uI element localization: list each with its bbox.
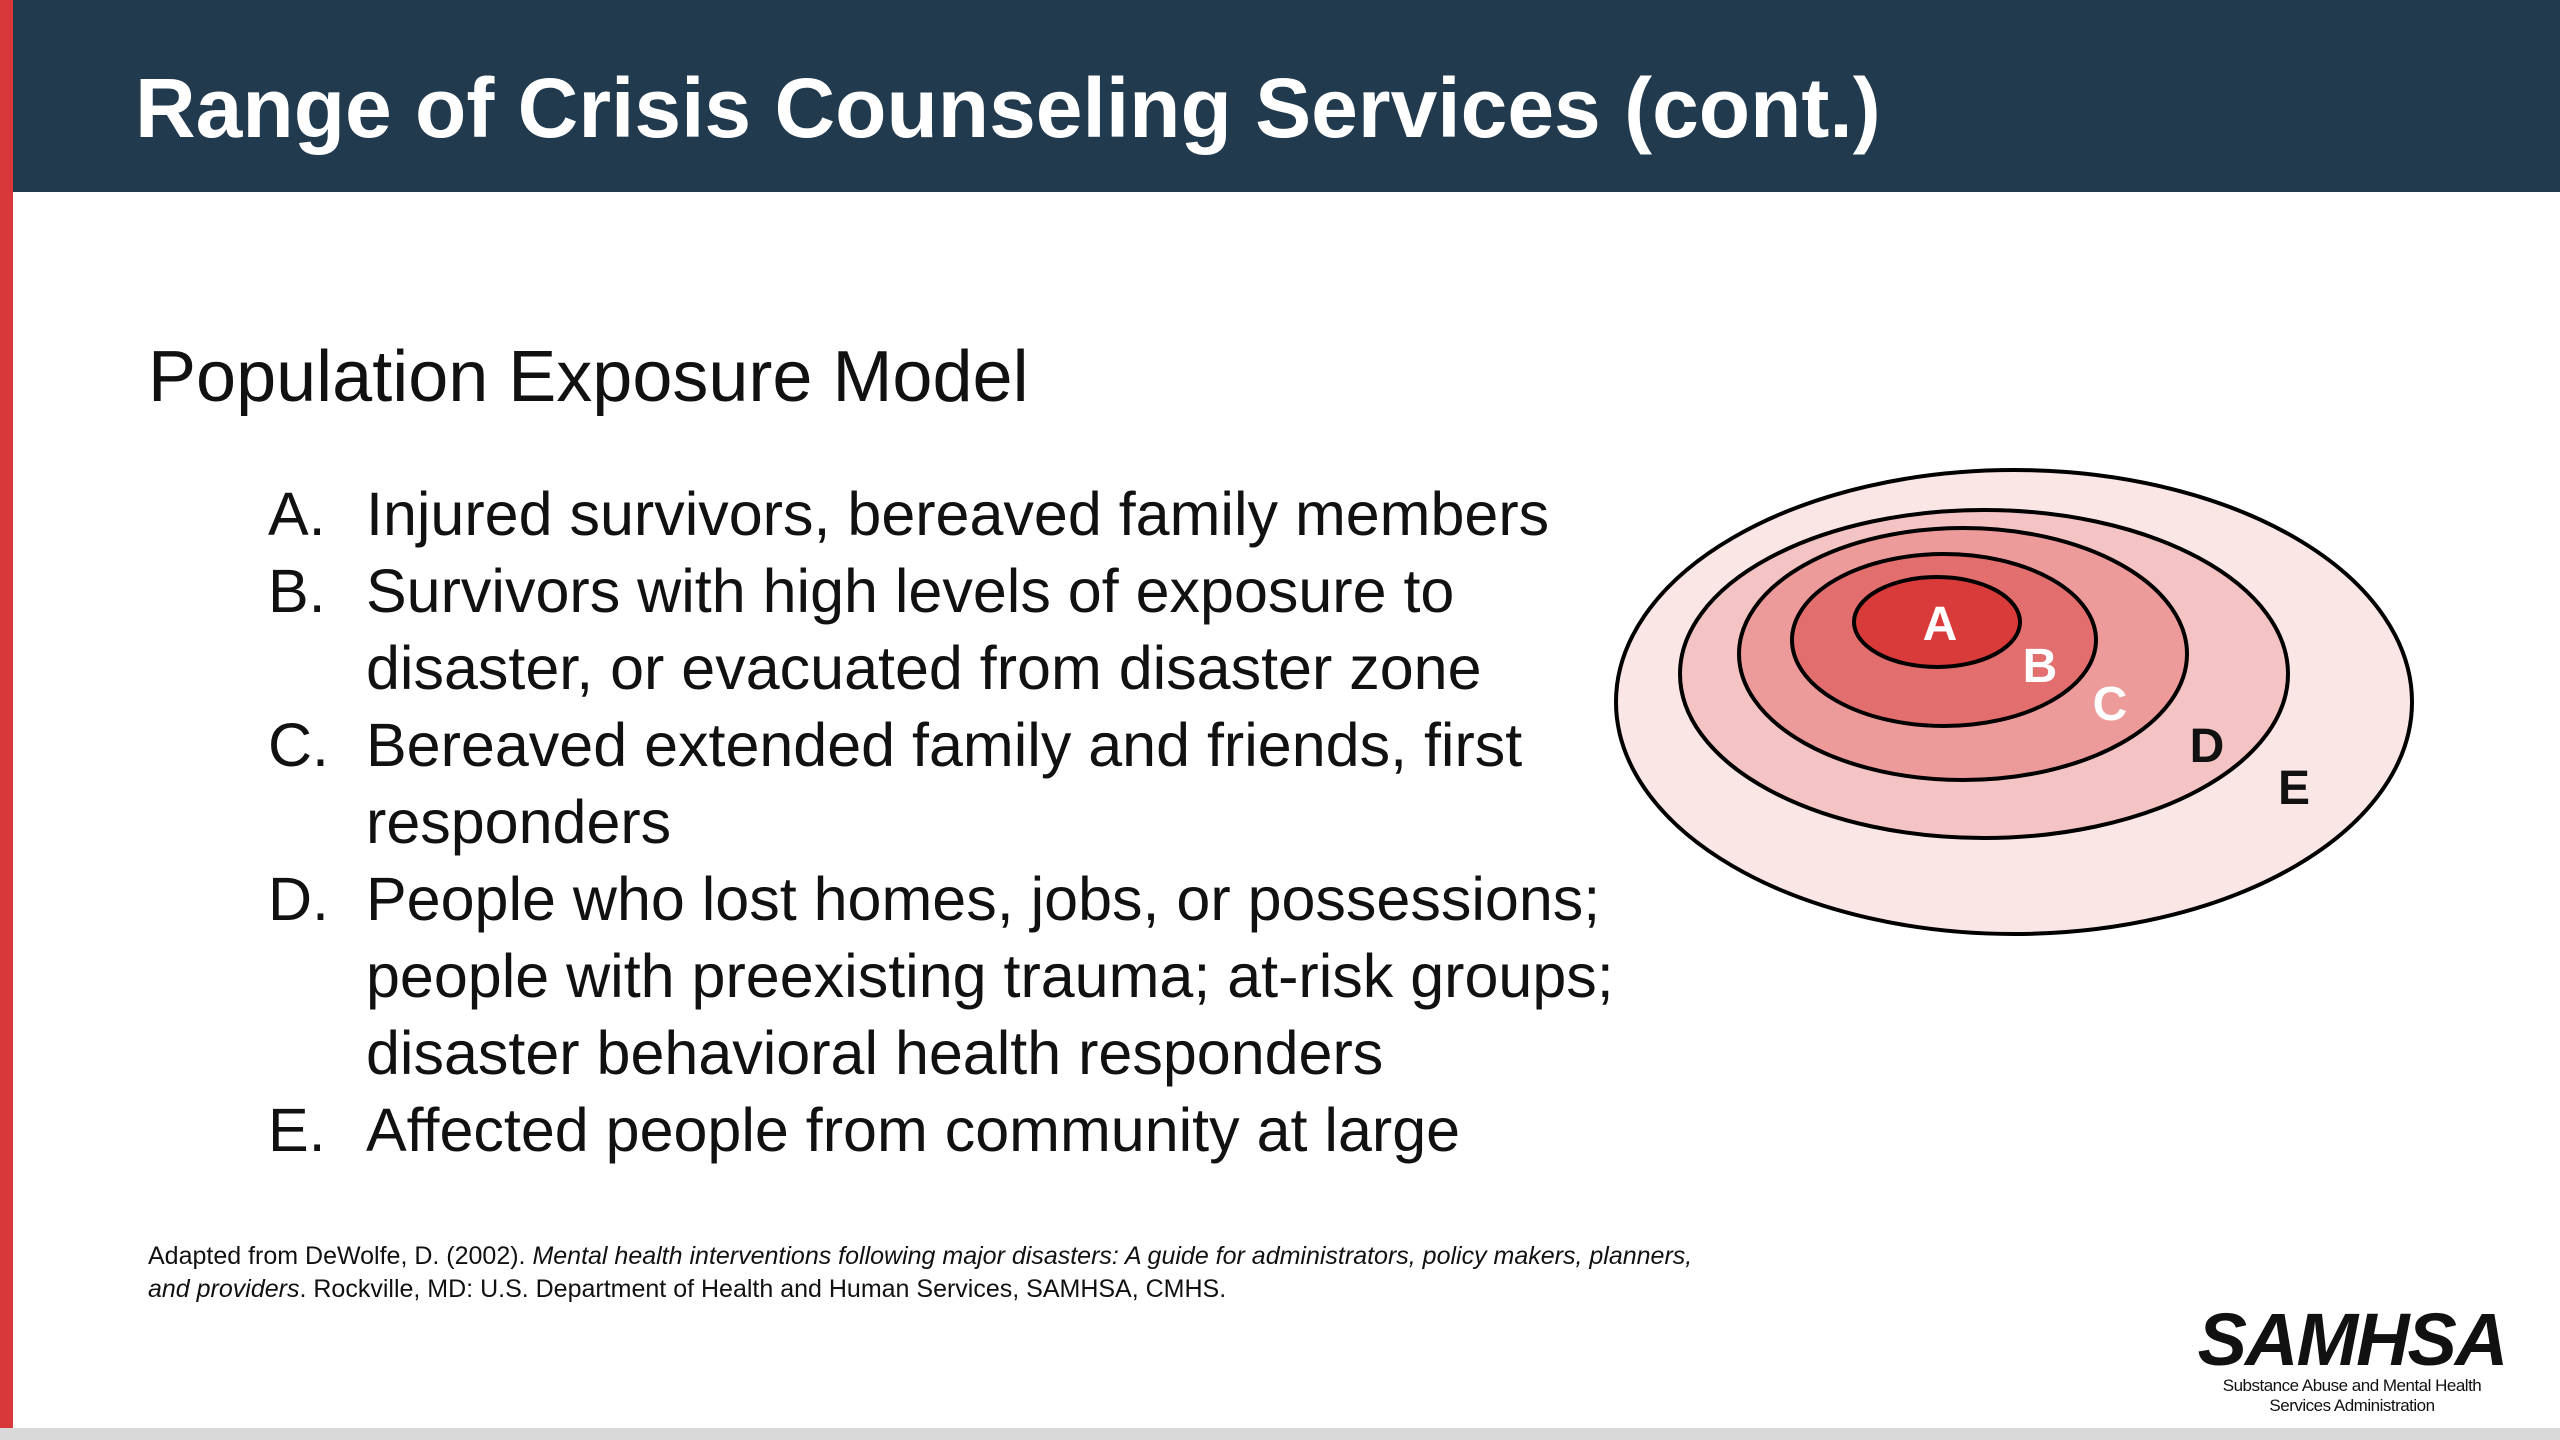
list-item-c: [268, 707, 1688, 861]
list-text-c: Bereaved extended family and friends, first responders: [366, 711, 1523, 856]
list-letter-a: A.: [268, 480, 326, 548]
list-item-b: [268, 553, 1688, 707]
ring-label-c: C: [2092, 678, 2128, 731]
list-item-e: [268, 1092, 1688, 1169]
list-text-d: People who lost homes, jobs, or possessions; people with preexisting trauma; at-risk groups; disaster behavioral health responders: [366, 865, 1614, 1087]
ring-label-b: B: [2022, 640, 2058, 693]
list-letter-c: C.: [268, 711, 329, 779]
samhsa-tagline-line-1: Substance Abuse and Mental Health: [2222, 1376, 2482, 1395]
population-exposure-diagram: [1600, 460, 2420, 950]
slide-title: Range of Crisis Counseling Services (cont.): [135, 61, 1881, 155]
ring-label-d: D: [2189, 720, 2225, 773]
ring-label-e: E: [2277, 762, 2311, 815]
list-item-a: [268, 476, 1688, 553]
citation-suffix: . Rockville, MD: U.S. Department of Health and Human Services, SAMHSA, CMHS.: [299, 1275, 1227, 1303]
slide-subtitle: Population Exposure Model: [148, 337, 1029, 417]
list-letter-e: E.: [268, 1096, 326, 1164]
samhsa-logo: [2196, 1300, 2508, 1420]
list-text-e: Affected people from community at large: [366, 1096, 1461, 1164]
exposure-level-list: [268, 476, 1688, 1169]
samhsa-tagline-line-2: Services Administration: [2269, 1396, 2435, 1415]
list-item-d: [268, 861, 1688, 1092]
citation-title: Mental health interventions following major disasters: A guide for administrators, policy makers, planners, and providers: [148, 1242, 1693, 1303]
samhsa-wordmark: SAMHSA: [2197, 1298, 2507, 1381]
list-letter-d: D.: [268, 865, 329, 933]
source-citation: [148, 1240, 1708, 1306]
samhsa-tagline: [2196, 1376, 2508, 1416]
list-letter-b: B.: [268, 557, 326, 625]
citation-prefix: Adapted from DeWolfe, D. (2002).: [148, 1242, 533, 1270]
left-accent-bar: [0, 0, 13, 1428]
ring-label-a: A: [1922, 598, 1958, 651]
list-text-a: Injured survivors, bereaved family members: [366, 480, 1550, 548]
list-text-b: Survivors with high levels of exposure to disaster, or evacuated from disaster zone: [366, 557, 1482, 702]
